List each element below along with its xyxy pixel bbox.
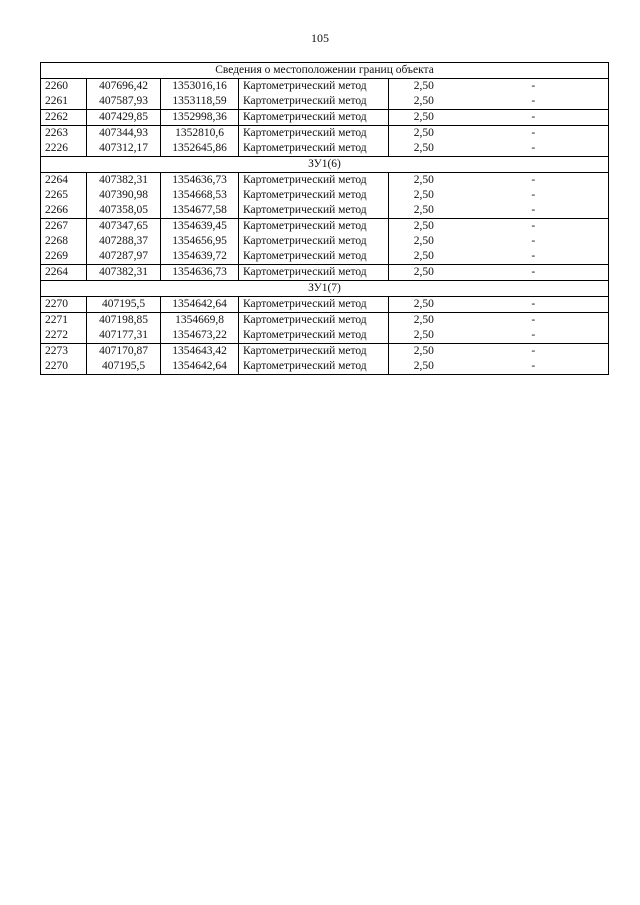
method-cell: Картометрический метод xyxy=(239,265,389,281)
method-cell: Картометрический метод xyxy=(239,297,389,313)
accuracy-cell: 2,50 xyxy=(413,142,434,154)
accuracy-cell: 2,50 xyxy=(413,95,434,107)
point-number-cell: 2268 xyxy=(41,234,87,249)
table-row xyxy=(41,94,609,110)
note-cell: - xyxy=(531,189,536,201)
table-row xyxy=(41,203,609,219)
note-cell: - xyxy=(459,219,609,235)
table-row xyxy=(41,297,609,313)
y-coordinate-cell: 1354669,8 xyxy=(161,313,239,329)
x-coordinate-cell: 407696,42 xyxy=(87,79,161,95)
x-coordinate-cell: 407382,31 xyxy=(87,265,161,281)
point-number-cell: 2266 xyxy=(41,203,87,219)
method-cell: Картометрический метод xyxy=(239,188,389,203)
note-cell: - xyxy=(531,80,536,92)
note-cell: - xyxy=(531,250,536,262)
section-title-row xyxy=(41,157,609,173)
y-coordinate-cell: 1354673,22 xyxy=(161,328,239,344)
note-cell: - xyxy=(459,126,609,142)
method-cell: Картометрический метод xyxy=(239,234,389,249)
table-row xyxy=(41,219,609,235)
accuracy-cell: 2,50 xyxy=(413,204,434,216)
y-coordinate-cell: 1354668,53 xyxy=(161,188,239,203)
accuracy-cell: 2,50 xyxy=(389,110,459,126)
accuracy-cell: 2,50 xyxy=(413,174,434,186)
table-header-row xyxy=(41,63,609,79)
note-cell: - xyxy=(531,360,536,372)
accuracy-cell: 2,50 xyxy=(413,189,434,201)
table-row xyxy=(41,359,609,375)
y-coordinate-cell: 1354636,73 xyxy=(161,265,239,281)
point-number-cell: 2273 xyxy=(41,344,87,360)
section-title: ЗУ1(7) xyxy=(41,281,609,297)
note-cell: - xyxy=(531,142,536,154)
x-coordinate-cell: 407288,37 xyxy=(87,234,161,249)
method-cell: Картометрический метод xyxy=(239,344,389,360)
y-coordinate-cell: 1354639,72 xyxy=(161,249,239,265)
note-cell: - xyxy=(459,265,609,281)
method-cell: Картометрический метод xyxy=(239,359,389,375)
table-row xyxy=(41,110,609,126)
note-cell: - xyxy=(459,110,609,126)
section-title: ЗУ1(6) xyxy=(41,157,609,173)
table-row xyxy=(41,249,609,265)
accuracy-cell: 2,50 xyxy=(389,265,459,281)
y-coordinate-cell: 1352998,36 xyxy=(161,110,239,126)
table-row xyxy=(41,344,609,360)
note-cell: - xyxy=(531,174,536,186)
y-coordinate-cell: 1353118,59 xyxy=(161,94,239,110)
point-number-cell: 2269 xyxy=(41,249,87,265)
table-row xyxy=(41,141,609,157)
note-cell: - xyxy=(459,313,609,329)
point-number-cell: 2265 xyxy=(41,188,87,203)
x-coordinate-cell: 407344,93 xyxy=(87,126,161,142)
boundary-coordinates-table xyxy=(40,62,609,375)
method-cell: Картометрический метод xyxy=(239,328,389,344)
y-coordinate-cell: 1354656,95 xyxy=(161,234,239,249)
table-row xyxy=(41,173,609,189)
note-cell: - xyxy=(531,298,536,310)
x-coordinate-cell: 407312,17 xyxy=(87,141,161,157)
accuracy-cell: 2,50 xyxy=(413,235,434,247)
y-coordinate-cell: 1354642,64 xyxy=(161,297,239,313)
method-cell: Картометрический метод xyxy=(239,203,389,219)
x-coordinate-cell: 407358,05 xyxy=(87,203,161,219)
accuracy-cell: 2,50 xyxy=(413,80,434,92)
x-coordinate-cell: 407195,5 xyxy=(87,359,161,375)
point-number-cell: 2263 xyxy=(41,126,87,142)
table-header: Сведения о местоположении границ объекта xyxy=(41,63,609,79)
method-cell: Картометрический метод xyxy=(239,219,389,235)
y-coordinate-cell: 1354636,73 xyxy=(161,173,239,189)
point-number-cell: 2264 xyxy=(41,173,87,189)
table-row xyxy=(41,234,609,249)
note-cell: - xyxy=(531,329,536,341)
accuracy-cell: 2,50 xyxy=(413,250,434,262)
table-row xyxy=(41,313,609,329)
point-number-cell: 2226 xyxy=(41,141,87,157)
x-coordinate-cell: 407198,85 xyxy=(87,313,161,329)
table-row xyxy=(41,188,609,203)
x-coordinate-cell: 407170,87 xyxy=(87,344,161,360)
x-coordinate-cell: 407347,65 xyxy=(87,219,161,235)
method-cell: Картометрический метод xyxy=(239,249,389,265)
table-row xyxy=(41,126,609,142)
method-cell: Картометрический метод xyxy=(239,313,389,329)
method-cell: Картометрический метод xyxy=(239,94,389,110)
x-coordinate-cell: 407429,85 xyxy=(87,110,161,126)
table-row xyxy=(41,265,609,281)
note-cell: - xyxy=(531,204,536,216)
method-cell: Картометрический метод xyxy=(239,173,389,189)
x-coordinate-cell: 407177,31 xyxy=(87,328,161,344)
point-number-cell: 2271 xyxy=(41,313,87,329)
y-coordinate-cell: 1354639,45 xyxy=(161,219,239,235)
accuracy-cell: 2,50 xyxy=(413,360,434,372)
page-number: 105 xyxy=(311,31,329,45)
note-cell: - xyxy=(459,344,609,360)
x-coordinate-cell: 407195,5 xyxy=(87,297,161,313)
point-number-cell: 2264 xyxy=(41,265,87,281)
accuracy-cell: 2,50 xyxy=(389,126,459,142)
method-cell: Картометрический метод xyxy=(239,126,389,142)
method-cell: Картометрический метод xyxy=(239,110,389,126)
note-cell: - xyxy=(531,235,536,247)
accuracy-cell: 2,50 xyxy=(389,219,459,235)
point-number-cell: 2260 xyxy=(41,79,87,95)
y-coordinate-cell: 1354677,58 xyxy=(161,203,239,219)
x-coordinate-cell: 407382,31 xyxy=(87,173,161,189)
point-number-cell: 2270 xyxy=(41,359,87,375)
x-coordinate-cell: 407390,98 xyxy=(87,188,161,203)
y-coordinate-cell: 1352810,6 xyxy=(161,126,239,142)
section-title-row xyxy=(41,281,609,297)
accuracy-cell: 2,50 xyxy=(389,313,459,329)
method-cell: Картометрический метод xyxy=(239,141,389,157)
accuracy-cell: 2,50 xyxy=(389,344,459,360)
point-number-cell: 2267 xyxy=(41,219,87,235)
point-number-cell: 2270 xyxy=(41,297,87,313)
table-row xyxy=(41,79,609,95)
y-coordinate-cell: 1354643,42 xyxy=(161,344,239,360)
x-coordinate-cell: 407287,97 xyxy=(87,249,161,265)
point-number-cell: 2262 xyxy=(41,110,87,126)
table-row xyxy=(41,328,609,344)
point-number-cell: 2272 xyxy=(41,328,87,344)
y-coordinate-cell: 1352645,86 xyxy=(161,141,239,157)
method-cell: Картометрический метод xyxy=(239,79,389,95)
accuracy-cell: 2,50 xyxy=(413,298,434,310)
note-cell: - xyxy=(531,95,536,107)
accuracy-cell: 2,50 xyxy=(413,329,434,341)
x-coordinate-cell: 407587,93 xyxy=(87,94,161,110)
point-number-cell: 2261 xyxy=(41,94,87,110)
y-coordinate-cell: 1353016,16 xyxy=(161,79,239,95)
y-coordinate-cell: 1354642,64 xyxy=(161,359,239,375)
